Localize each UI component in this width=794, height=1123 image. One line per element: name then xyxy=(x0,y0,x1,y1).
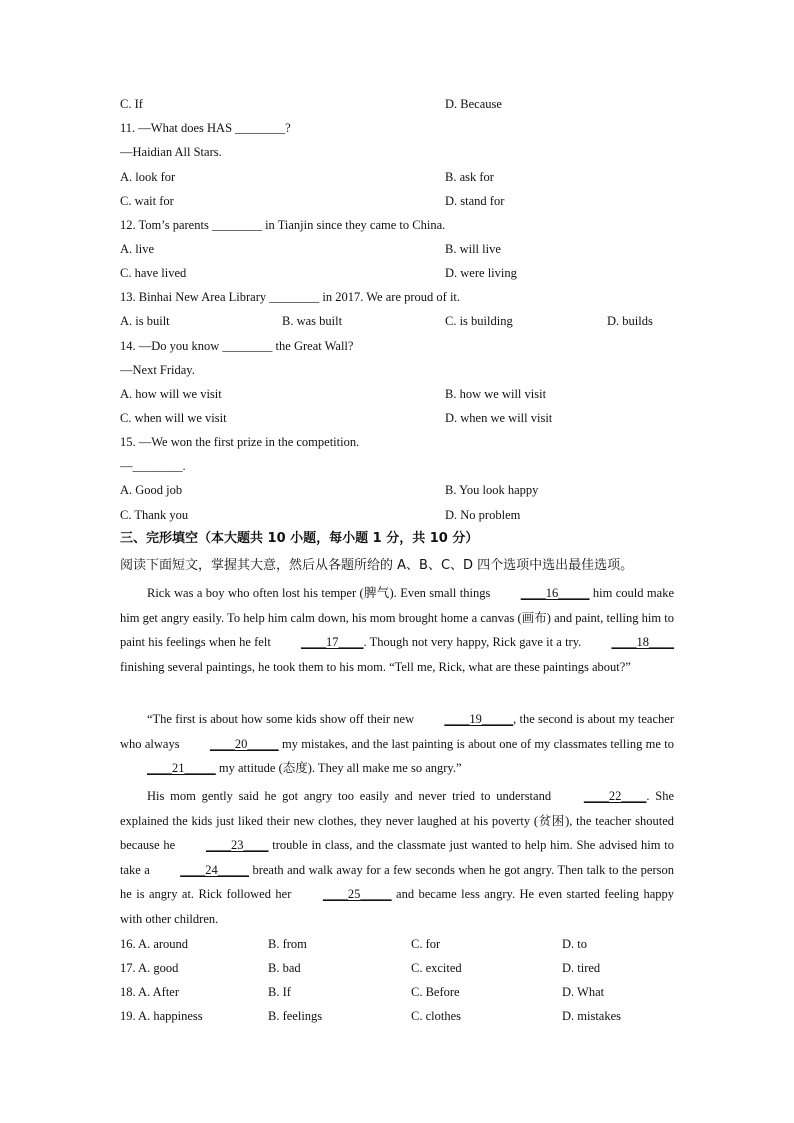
q17-option-c: C. excited xyxy=(411,961,462,975)
q17-option-b: B. bad xyxy=(268,961,301,975)
q15-option-d: D. No problem xyxy=(445,508,521,522)
q12-option-b: B. will live xyxy=(445,242,501,256)
blank-21: ____21_____ xyxy=(147,761,216,775)
q15-reply: —________. xyxy=(120,459,186,473)
p1-text-0: Rick was a boy who often lost his temper (脾气). Even small things xyxy=(147,586,494,600)
q13-option-c: C. is building xyxy=(445,314,513,328)
q10-option-d: D. Because xyxy=(445,97,502,111)
blank-24: ____24_____ xyxy=(180,862,249,877)
q16-option-b: B. from xyxy=(268,937,307,951)
blank-23: ____23____ xyxy=(205,838,269,852)
q16-option-a: 16. A. around xyxy=(120,937,189,951)
blank-22: ____22____ xyxy=(583,789,647,803)
q13-stem: 13. Binhai New Area Library ________ in 2017. We are proud of it. xyxy=(120,290,461,304)
p3-text-0: His mom gently said he got angry too easily and never tried to understand xyxy=(147,789,557,803)
blank-16: ____16_____ xyxy=(520,586,590,600)
q14-option-c: C. when will we visit xyxy=(120,411,227,425)
q14-reply: —Next Friday. xyxy=(120,363,195,377)
q15-option-c: C. Thank you xyxy=(120,508,189,522)
q12-option-a: A. live xyxy=(120,242,155,256)
p3-text-6: breath and walk away for a few seconds when he got angry. Then talk to the person he is angry at. Rick followed her xyxy=(120,862,674,901)
q13-option-a: A. is built xyxy=(120,314,170,328)
q15-option-b: B. You look happy xyxy=(445,483,539,497)
q14-option-d: D. when we will visit xyxy=(445,411,553,425)
q18-option-d: D. What xyxy=(562,985,605,999)
q19-option-a: 19. A. happiness xyxy=(120,1009,203,1023)
q18-option-b: B. If xyxy=(268,985,291,999)
q11-reply: —Haidian All Stars. xyxy=(120,145,222,159)
p2-text-6: my attitude (态度). They all make me so angry.” xyxy=(215,761,462,775)
q18-option-a: 18. A. After xyxy=(120,985,180,999)
p2-text-2: , the second is about my teacher who always xyxy=(120,712,674,751)
p1-text-2: him could make him get angry easily. To help him calm down, his mom brought home a canvas (画布) and paint, telling him to paint his feelings when he felt xyxy=(120,586,674,649)
q12-option-c: C. have lived xyxy=(120,266,187,280)
blank-19: ____19_____ xyxy=(444,712,514,726)
p3-text-8: and became less angry. He even started feeling happy with other children. xyxy=(120,887,675,926)
blank-20: ____20_____ xyxy=(209,736,279,751)
q13-option-d: D. builds xyxy=(607,314,653,328)
q19-option-b: B. feelings xyxy=(268,1009,323,1023)
blank-17: ____17____ xyxy=(301,635,364,649)
q13-option-b: B. was built xyxy=(282,314,343,328)
blank-25: ____25_____ xyxy=(322,887,392,901)
p2-text-4: my mistakes, and the last painting is about one of my classmates telling me to xyxy=(278,736,674,751)
passage-paragraph-1 xyxy=(120,581,674,679)
q17-option-d: D. tired xyxy=(562,961,601,975)
p2-text-0: “The first is about how some kids show off their new xyxy=(147,712,418,726)
q14-stem: 14. —Do you know ________ the Great Wall? xyxy=(120,339,354,353)
q14-option-a: A. how will we visit xyxy=(120,387,222,401)
q14-option-b: B. how we will visit xyxy=(445,387,547,401)
section-heading: 三、完形填空（本大题共 10 小题，每小题 1 分，共 10 分） xyxy=(120,531,479,546)
p3-text-2: . She explained the kids just liked their new clothes, they never laughed at his poverty (贫困), the teacher shouted because he xyxy=(120,789,675,852)
q15-option-a: A. Good job xyxy=(120,483,183,497)
q16-option-c: C. for xyxy=(411,937,441,951)
q18-option-c: C. Before xyxy=(411,985,460,999)
section-instruction: 阅读下面短文，掌握其大意，然后从各题所给的 A、B、C、D 四个选项中选出最佳选项。 xyxy=(120,558,634,573)
q17-option-a: 17. A. good xyxy=(120,961,179,975)
q12-stem: 12. Tom’s parents ________ in Tianjin since they came to China. xyxy=(120,218,446,232)
q11-option-b: B. ask for xyxy=(445,170,494,184)
q11-option-c: C. wait for xyxy=(120,194,174,208)
p1-text-6: finishing several paintings, he took them to his mom. “Tell me, Rick, what are these paintings about?” xyxy=(120,659,631,674)
q11-option-d: D. stand for xyxy=(445,194,505,208)
q11-stem: 11. —What does HAS ________? xyxy=(120,121,291,135)
passage-paragraph-2 xyxy=(120,707,674,781)
q10-option-c: C. If xyxy=(120,97,143,111)
p3-text-4: trouble in class, and the classmate just wanted to help him. She advised him to take a xyxy=(120,838,674,877)
p1-text-4: . Though not very happy, Rick gave it a try. xyxy=(363,635,585,649)
q19-option-d: D. mistakes xyxy=(562,1009,622,1023)
q15-stem: 15. —We won the first prize in the competition. xyxy=(120,435,360,449)
q12-option-d: D. were living xyxy=(445,266,517,280)
passage-paragraph-3 xyxy=(120,784,674,931)
q16-option-d: D. to xyxy=(562,937,587,951)
blank-18: ____18____ xyxy=(611,635,674,649)
q11-option-a: A. look for xyxy=(120,170,176,184)
q19-option-c: C. clothes xyxy=(411,1009,461,1023)
